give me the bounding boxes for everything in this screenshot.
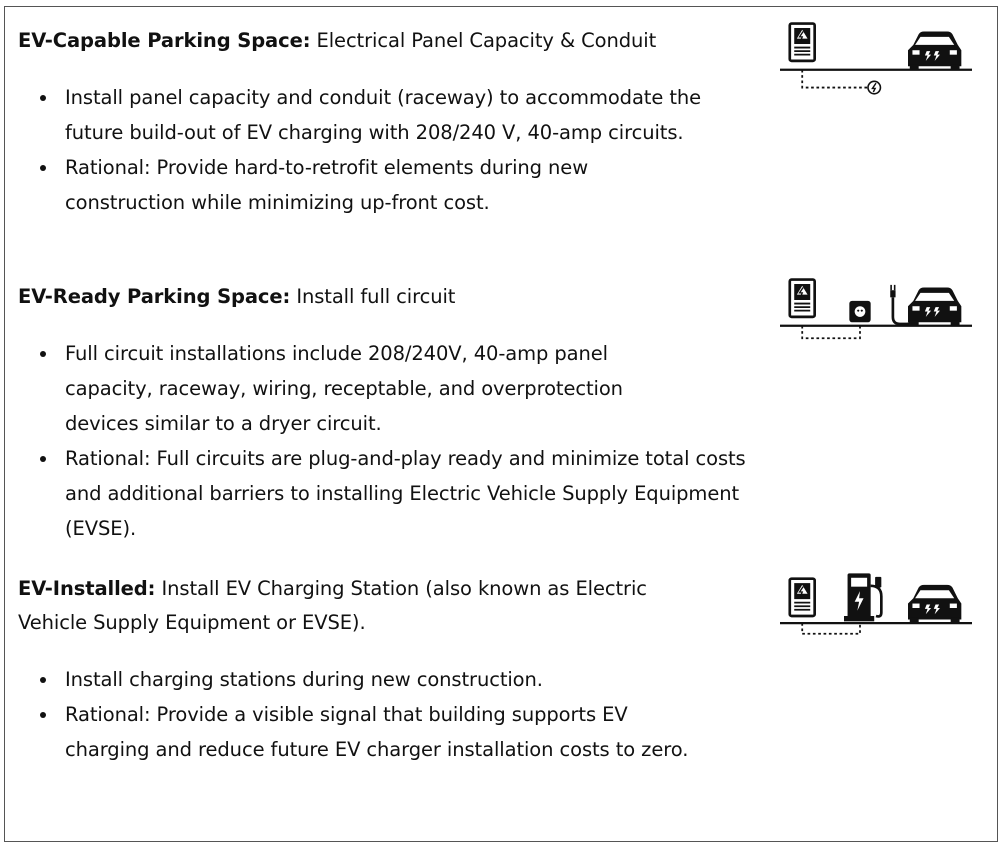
section-title: EV-Capable Parking Space: [18,29,311,52]
section-ev-installed [18,572,748,767]
bullet-item: Rational: Provide a visible signal that building supports EV charging and reduce future EV charger installation costs to zero. [18,697,705,767]
car-icon [908,288,961,326]
car-icon [908,32,961,70]
electrical-panel-icon [790,24,815,61]
section-subtitle: Electrical Panel Capacity & Conduit [310,29,657,52]
circuit-line [802,326,860,338]
conduit-endpoint-icon [868,81,880,93]
section-heading [18,572,718,640]
bullet-item: Install charging stations during new construction. [18,662,715,697]
section-ev-capable [18,24,748,220]
section-subtitle: Install EV Charging Station (also known as Electric Vehicle Supply Equipment or EVSE). [18,577,647,634]
bullet-list [18,80,748,220]
ev-capable-diagram [766,20,986,100]
ev-ready-diagram [766,276,986,356]
bullet-item: Install panel capacity and conduit (raceway) to accommodate the future build-out of EV charging with 208/240 V, 40-amp circuits. [18,80,715,150]
section-title: EV-Installed: [18,577,156,600]
car-icon [908,585,961,623]
section-subtitle: Install full circuit [290,285,456,308]
bullet-item: Full circuit installations include 208/240V, 40-amp panel capacity, raceway, wiring, receptable, and overprotection devices similar to a dryer circuit. [18,336,695,441]
circuit-line [802,623,860,634]
outlet-icon [849,301,870,322]
ev-installed-diagram [766,568,986,648]
conduit-line [802,70,867,88]
charging-station-icon [844,573,881,621]
bullet-item: Rational: Full circuits are plug-and-play ready and minimize total costs and additional barriers to installing Electric Vehicle Supply Equipment (EVSE). [18,441,755,546]
section-heading [18,280,748,314]
bullet-list [18,336,748,546]
bullet-item: Rational: Provide hard-to-retrofit elements during new construction while minimizing up-front cost. [18,150,665,220]
section-title: EV-Ready Parking Space: [18,285,291,308]
electrical-panel-icon [790,579,815,616]
section-ev-ready [18,280,748,546]
bullet-list [18,662,748,767]
electrical-panel-icon [790,280,815,317]
section-heading [18,24,748,58]
